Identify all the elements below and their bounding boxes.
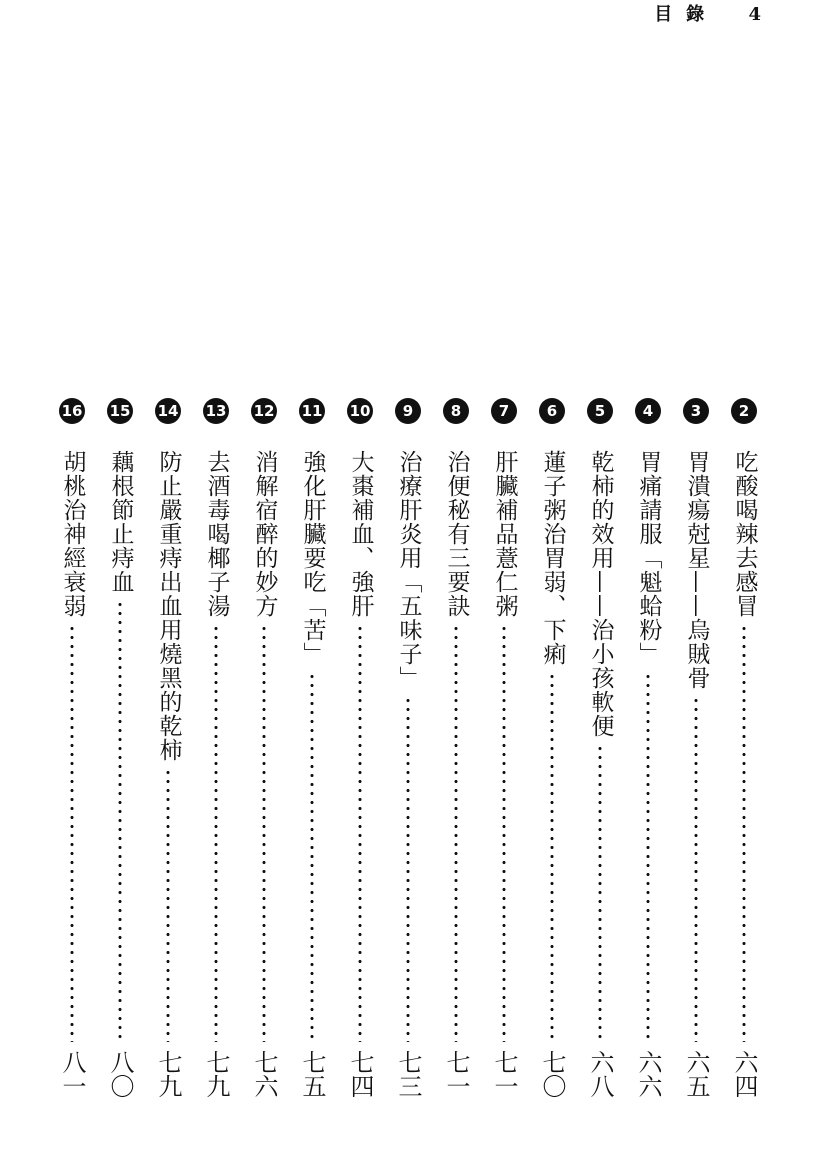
toc-entry[interactable] xyxy=(244,398,284,1098)
entry-page: 六八 xyxy=(586,1050,614,1098)
entry-number-badge: 14 xyxy=(155,398,181,424)
dot-leader xyxy=(646,672,650,1042)
entry-page: 七一 xyxy=(442,1050,470,1098)
entry-title: 消解宿醉的妙方 xyxy=(251,450,278,618)
entry-page: 七〇 xyxy=(538,1050,566,1098)
dot-leader xyxy=(214,624,218,1042)
entry-title: 胃痛請服「魁蛤粉」 xyxy=(635,450,662,666)
entry-title: 防止嚴重痔出血用燒黑的乾柿 xyxy=(155,450,182,762)
toc-entry[interactable] xyxy=(148,398,188,1098)
table-of-contents xyxy=(0,398,823,1098)
entry-title: 強化肝臟要吃「苦」 xyxy=(299,450,326,666)
dot-leader xyxy=(358,624,362,1042)
toc-entry[interactable] xyxy=(580,398,620,1098)
entry-number-badge: 4 xyxy=(635,398,661,424)
entry-title: 乾柿的效用——治小孩軟便 xyxy=(587,450,614,738)
entry-page: 六五 xyxy=(682,1050,710,1098)
dot-leader xyxy=(502,624,506,1042)
toc-entry[interactable] xyxy=(484,398,524,1098)
entry-page: 七四 xyxy=(346,1050,374,1098)
toc-entry[interactable] xyxy=(676,398,716,1098)
toc-entry[interactable] xyxy=(196,398,236,1098)
dot-leader xyxy=(598,744,602,1042)
dot-leader xyxy=(454,624,458,1042)
entry-number-badge: 16 xyxy=(59,398,85,424)
entry-title: 吃酸喝辣去感冒 xyxy=(731,450,758,618)
entry-number-badge: 5 xyxy=(587,398,613,424)
dot-leader xyxy=(310,672,314,1042)
toc-entry[interactable] xyxy=(292,398,332,1098)
dot-leader xyxy=(406,696,410,1042)
entry-title: 肝臟補品薏仁粥 xyxy=(491,450,518,618)
entry-title: 蓮子粥治胃弱、下痢 xyxy=(539,450,566,666)
entry-page: 八〇 xyxy=(106,1050,134,1098)
entry-number-badge: 12 xyxy=(251,398,277,424)
entry-number-badge: 2 xyxy=(731,398,757,424)
entry-title: 胃潰瘍尅星——烏賊骨 xyxy=(683,450,710,690)
toc-entry[interactable] xyxy=(724,398,764,1098)
entry-number-badge: 7 xyxy=(491,398,517,424)
entry-title: 去酒毒喝椰子湯 xyxy=(203,450,230,618)
entry-page: 七九 xyxy=(202,1050,230,1098)
header-title: 目錄 xyxy=(654,4,719,25)
toc-entry[interactable] xyxy=(100,398,140,1098)
entry-title: 藕根節止痔血 xyxy=(107,450,134,594)
toc-entry[interactable] xyxy=(340,398,380,1098)
entry-title: 大棗補血、強肝 xyxy=(347,450,374,618)
entry-page: 七九 xyxy=(154,1050,182,1098)
dot-leader xyxy=(166,768,170,1042)
dot-leader xyxy=(70,624,74,1042)
entry-page: 六四 xyxy=(730,1050,758,1098)
toc-entry[interactable] xyxy=(388,398,428,1098)
entry-page: 七三 xyxy=(394,1050,422,1098)
dot-leader xyxy=(694,696,698,1042)
toc-entry[interactable] xyxy=(532,398,572,1098)
dot-leader xyxy=(742,624,746,1042)
toc-entry[interactable] xyxy=(436,398,476,1098)
entry-number-badge: 11 xyxy=(299,398,325,424)
entry-page: 六六 xyxy=(634,1050,662,1098)
toc-entry[interactable] xyxy=(628,398,668,1098)
dot-leader xyxy=(118,600,122,1042)
entry-page: 八一 xyxy=(58,1050,86,1098)
entry-number-badge: 8 xyxy=(443,398,469,424)
toc-entry[interactable] xyxy=(52,398,92,1098)
dot-leader xyxy=(550,672,554,1042)
entry-title: 治便秘有三要訣 xyxy=(443,450,470,618)
entry-number-badge: 6 xyxy=(539,398,565,424)
entry-number-badge: 10 xyxy=(347,398,373,424)
page-header xyxy=(654,0,763,26)
entry-title: 胡桃治神經衰弱 xyxy=(59,450,86,618)
entry-number-badge: 13 xyxy=(203,398,229,424)
header-page-number: 4 xyxy=(748,4,763,25)
dot-leader xyxy=(262,624,266,1042)
entry-page: 七一 xyxy=(490,1050,518,1098)
entry-number-badge: 15 xyxy=(107,398,133,424)
entry-page: 七六 xyxy=(250,1050,278,1098)
entry-number-badge: 3 xyxy=(683,398,709,424)
entry-number-badge: 9 xyxy=(395,398,421,424)
entry-title: 治療肝炎用「五味子」 xyxy=(395,450,422,690)
entry-page: 七五 xyxy=(298,1050,326,1098)
